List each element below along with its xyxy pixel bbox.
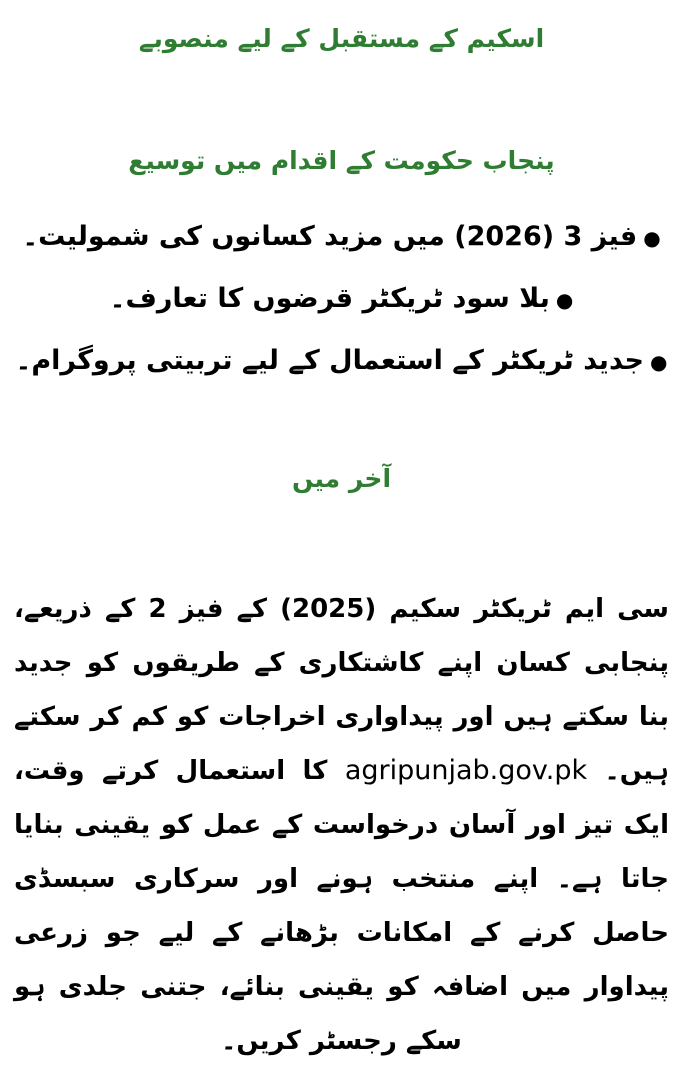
list-item <box>0 330 683 392</box>
conclusion-text-part1: سی ایم ٹریکٹر سکیم (2025) کے فیز 2 کے ذریعے، پنجابی کسان اپنے کاشتکاری کے طریقوں کو جدید بنا سکتے ہیں اور پیداواری اخراجات کو کم کر سکتے ہیں۔ <box>14 594 670 786</box>
bullet-text: جدید ٹریکٹر کے استعمال کے لیے تربیتی پروگرام۔ <box>15 345 644 376</box>
expansion-heading: پنجاب حکومت کے اقدام میں توسیع <box>128 146 555 175</box>
bullet-text: بلا سود ٹریکٹر قرضوں کا تعارف۔ <box>109 283 550 314</box>
conclusion-paragraph <box>14 582 669 1068</box>
bullet-icon: ● <box>643 225 661 250</box>
bullet-icon: ● <box>555 287 574 312</box>
bullet-text: فیز 3 (2026) میں مزید کسانوں کی شمولیت۔ <box>22 221 638 252</box>
expansion-bullet-list <box>0 206 683 392</box>
conclusion-text-part2: کا استعمال کرتے وقت، ایک تیز اور آسان درخواست کے عمل کو یقینی بنایا جاتا ہے۔ اپنے منتخب ہونے اور سرکاری سبسڈی حاصل کرنے کے امکانات بڑھانے کے لیے جو زرعی پیداوار میں اضافہ کو یقینی بنائے، جتنی جلدی ہو سکے رجسٹر کریں۔ <box>14 756 669 1056</box>
bullet-icon: ● <box>650 349 668 374</box>
list-item <box>0 268 683 330</box>
future-plans-heading: اسکیم کے مستقبل کے لیے منصوبے <box>138 24 545 53</box>
website-link[interactable]: agripunjab.gov.pk <box>344 755 588 786</box>
conclusion-heading: آخر میں <box>291 464 392 493</box>
list-item <box>0 206 683 268</box>
